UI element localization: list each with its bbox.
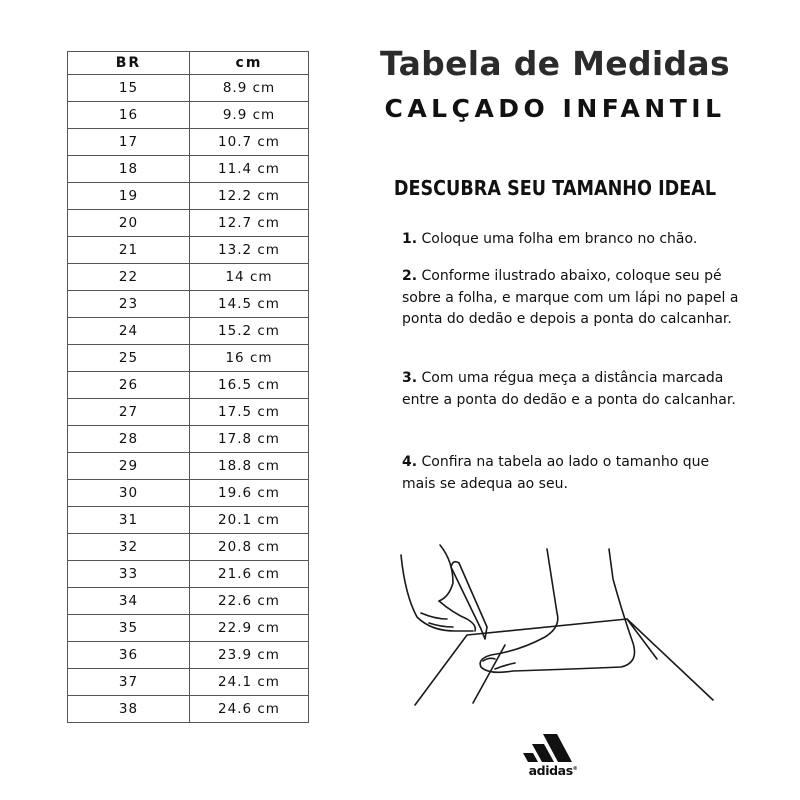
- size-br-cell: 28: [68, 426, 190, 453]
- table-row: [68, 426, 309, 453]
- size-br-cell: 20: [68, 210, 190, 237]
- size-br-cell: 29: [68, 453, 190, 480]
- size-cm-cell: 11.4 cm: [190, 156, 309, 183]
- size-cm-cell: 24.6 cm: [190, 696, 309, 723]
- size-br-cell: 15: [68, 75, 190, 102]
- size-br-cell: 37: [68, 669, 190, 696]
- size-cm-cell: 10.7 cm: [190, 129, 309, 156]
- size-br-cell: 36: [68, 642, 190, 669]
- table-row: [68, 669, 309, 696]
- size-cm-cell: 20.1 cm: [190, 507, 309, 534]
- table-row: [68, 480, 309, 507]
- step-4: [402, 452, 742, 495]
- size-cm-cell: 16 cm: [190, 345, 309, 372]
- table-row: [68, 237, 309, 264]
- table-row: [68, 588, 309, 615]
- size-br-cell: 31: [68, 507, 190, 534]
- step-2-text: Conforme ilustrado abaixo, coloque seu pé sobre a folha, e marque com um lápi no papel a ponta do dedão e depois a ponta do calcanhar.: [402, 268, 739, 327]
- foot-measuring-illustration-icon: [395, 535, 715, 710]
- size-cm-cell: 17.5 cm: [190, 399, 309, 426]
- size-cm-cell: 22.6 cm: [190, 588, 309, 615]
- table-row: [68, 453, 309, 480]
- size-br-cell: 27: [68, 399, 190, 426]
- size-cm-cell: 21.6 cm: [190, 561, 309, 588]
- size-cm-cell: 8.9 cm: [190, 75, 309, 102]
- size-br-cell: 19: [68, 183, 190, 210]
- size-cm-cell: 17.8 cm: [190, 426, 309, 453]
- size-cm-cell: 12.7 cm: [190, 210, 309, 237]
- table-row: [68, 102, 309, 129]
- size-br-cell: 23: [68, 291, 190, 318]
- size-br-cell: 22: [68, 264, 190, 291]
- size-br-cell: 24: [68, 318, 190, 345]
- step-4-number: 4.: [402, 454, 418, 470]
- table-row: [68, 210, 309, 237]
- header-cm: cm: [190, 52, 309, 75]
- size-cm-cell: 16.5 cm: [190, 372, 309, 399]
- size-cm-cell: 14.5 cm: [190, 291, 309, 318]
- table-row: [68, 75, 309, 102]
- step-2-number: 2.: [402, 268, 418, 284]
- table-row: [68, 615, 309, 642]
- size-cm-cell: 18.8 cm: [190, 453, 309, 480]
- table-row: [68, 561, 309, 588]
- table-row: [68, 696, 309, 723]
- size-br-cell: 26: [68, 372, 190, 399]
- table-row: [68, 507, 309, 534]
- table-row: [68, 129, 309, 156]
- guide-heading: DESCUBRA SEU TAMANHO IDEAL: [393, 176, 717, 200]
- page-title: Tabela de Medidas: [380, 44, 730, 83]
- size-table-body: [68, 75, 309, 723]
- size-cm-cell: 19.6 cm: [190, 480, 309, 507]
- size-cm-cell: 23.9 cm: [190, 642, 309, 669]
- size-br-cell: 35: [68, 615, 190, 642]
- step-3-number: 3.: [402, 370, 418, 386]
- size-br-cell: 17: [68, 129, 190, 156]
- step-1-number: 1.: [402, 231, 418, 247]
- step-1-text: Coloque uma folha em branco no chão.: [421, 231, 698, 247]
- table-header-row: [68, 52, 309, 75]
- table-row: [68, 372, 309, 399]
- size-cm-cell: 15.2 cm: [190, 318, 309, 345]
- size-br-cell: 34: [68, 588, 190, 615]
- step-4-text: Confira na tabela ao lado o tamanho que mais se adequa ao seu.: [402, 454, 710, 492]
- size-cm-cell: 12.2 cm: [190, 183, 309, 210]
- size-br-cell: 33: [68, 561, 190, 588]
- size-br-cell: 18: [68, 156, 190, 183]
- header-br: BR: [68, 52, 190, 75]
- size-br-cell: 32: [68, 534, 190, 561]
- table-row: [68, 318, 309, 345]
- size-cm-cell: 14 cm: [190, 264, 309, 291]
- size-cm-cell: 9.9 cm: [190, 102, 309, 129]
- table-row: [68, 156, 309, 183]
- step-3-text: Com uma régua meça a distância marcada entre a ponta do dedão e a ponta do calcanhar.: [402, 370, 736, 408]
- brand-logo: [522, 732, 584, 780]
- size-br-cell: 21: [68, 237, 190, 264]
- table-row: [68, 183, 309, 210]
- table-row: [68, 264, 309, 291]
- table-row: [68, 345, 309, 372]
- size-cm-cell: 24.1 cm: [190, 669, 309, 696]
- step-3: [402, 368, 742, 411]
- step-1: [402, 229, 742, 251]
- table-row: [68, 399, 309, 426]
- size-cm-cell: 22.9 cm: [190, 615, 309, 642]
- table-row: [68, 642, 309, 669]
- size-br-cell: 38: [68, 696, 190, 723]
- step-2: [402, 266, 742, 331]
- size-cm-cell: 20.8 cm: [190, 534, 309, 561]
- size-table: [67, 51, 309, 723]
- size-br-cell: 16: [68, 102, 190, 129]
- three-stripes-logo-icon: [522, 732, 584, 762]
- size-br-cell: 25: [68, 345, 190, 372]
- size-br-cell: 30: [68, 480, 190, 507]
- brand-logo-text: adidas®: [528, 763, 578, 778]
- page-subtitle: CALÇADO INFANTIL: [384, 94, 726, 123]
- table-row: [68, 534, 309, 561]
- table-row: [68, 291, 309, 318]
- size-cm-cell: 13.2 cm: [190, 237, 309, 264]
